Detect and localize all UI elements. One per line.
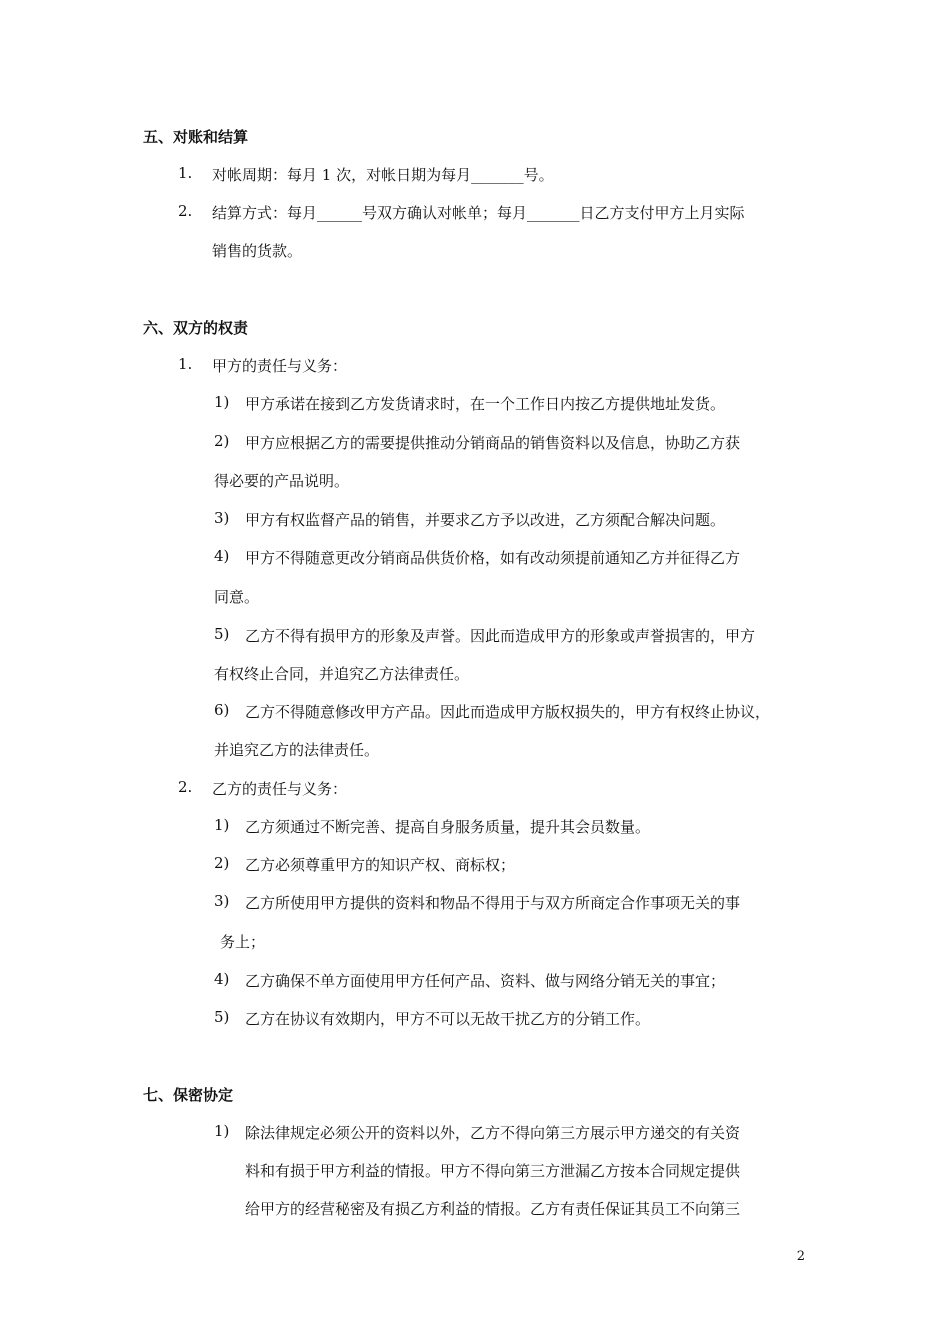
section-heading: 七、保密协定 bbox=[143, 1086, 234, 1104]
item-number: 1) bbox=[214, 816, 230, 834]
item-text: 甲方不得随意更改分销商品供货价格，如有改动须提前通知乙方并征得乙方 bbox=[245, 549, 741, 567]
item-number: 3) bbox=[214, 892, 230, 910]
item-text: 除法律规定必须公开的资料以外，乙方不得向第三方展示甲方递交的有关资 bbox=[245, 1124, 741, 1142]
item-number: 5) bbox=[214, 1008, 230, 1026]
item-text: 甲方有权监督产品的销售，并要求乙方予以改进，乙方须配合解决问题。 bbox=[245, 511, 726, 529]
item-text: 同意。 bbox=[214, 588, 260, 606]
item-number: 5) bbox=[214, 625, 230, 643]
item-text: 得必要的产品说明。 bbox=[214, 472, 350, 490]
item-number: 2) bbox=[214, 432, 230, 450]
group-number: 1. bbox=[178, 355, 193, 373]
item-number: 1) bbox=[214, 393, 230, 411]
item-text: 结算方式：每月______号双方确认对帐单；每月_______日乙方支付甲方上月实际 bbox=[212, 204, 745, 222]
group-title: 乙方的责任与义务： bbox=[212, 780, 348, 798]
item-text: 有权终止合同，并追究乙方法律责任。 bbox=[214, 665, 470, 683]
item-text: 销售的货款。 bbox=[212, 242, 303, 260]
item-number: 4) bbox=[214, 547, 230, 565]
item-text: 乙方在协议有效期内，甲方不可以无故干扰乙方的分销工作。 bbox=[245, 1010, 651, 1028]
item-text: 料和有损于甲方利益的情报。甲方不得向第三方泄漏乙方按本合同规定提供 bbox=[245, 1162, 741, 1180]
item-text: 乙方所使用甲方提供的资料和物品不得用于与双方所商定合作事项无关的事 bbox=[245, 894, 741, 912]
item-text: 甲方承诺在接到乙方发货请求时，在一个工作日内按乙方提供地址发货。 bbox=[245, 395, 726, 413]
item-text: 务上； bbox=[220, 933, 266, 951]
item-number: 1) bbox=[214, 1122, 230, 1140]
item-text: 乙方不得随意修改甲方产品。因此而造成甲方版权损失的，甲方有权终止协议， bbox=[245, 703, 771, 721]
item-text: 乙方必须尊重甲方的知识产权、商标权； bbox=[245, 856, 516, 874]
group-number: 2. bbox=[178, 778, 193, 796]
item-text: 乙方不得有损甲方的形象及声誉。因此而造成甲方的形象或声誉损害的，甲方 bbox=[245, 627, 756, 645]
item-number: 1. bbox=[178, 164, 193, 182]
section-heading: 六、双方的权责 bbox=[143, 319, 249, 337]
item-text: 乙方确保不单方面使用甲方任何产品、资料、做与网络分销无关的事宜； bbox=[245, 972, 726, 990]
item-text: 乙方须通过不断完善、提高自身服务质量，提升其会员数量。 bbox=[245, 818, 651, 836]
item-text: 甲方应根据乙方的需要提供推动分销商品的销售资料以及信息，协助乙方获 bbox=[245, 434, 741, 452]
group-title: 甲方的责任与义务： bbox=[212, 357, 348, 375]
item-text: 对帐周期：每月 1 次，对帐日期为每月_______号。 bbox=[212, 166, 554, 184]
item-number: 2. bbox=[178, 202, 193, 220]
item-text: 并追究乙方的法律责任。 bbox=[214, 741, 380, 759]
item-number: 4) bbox=[214, 970, 230, 988]
item-number: 3) bbox=[214, 509, 230, 527]
page-number: 2 bbox=[796, 1249, 805, 1264]
section-heading: 五、对账和结算 bbox=[143, 128, 249, 146]
item-number: 2) bbox=[214, 854, 230, 872]
item-text: 给甲方的经营秘密及有损乙方利益的情报。乙方有责任保证其员工不向第三 bbox=[245, 1200, 741, 1218]
item-number: 6) bbox=[214, 701, 230, 719]
